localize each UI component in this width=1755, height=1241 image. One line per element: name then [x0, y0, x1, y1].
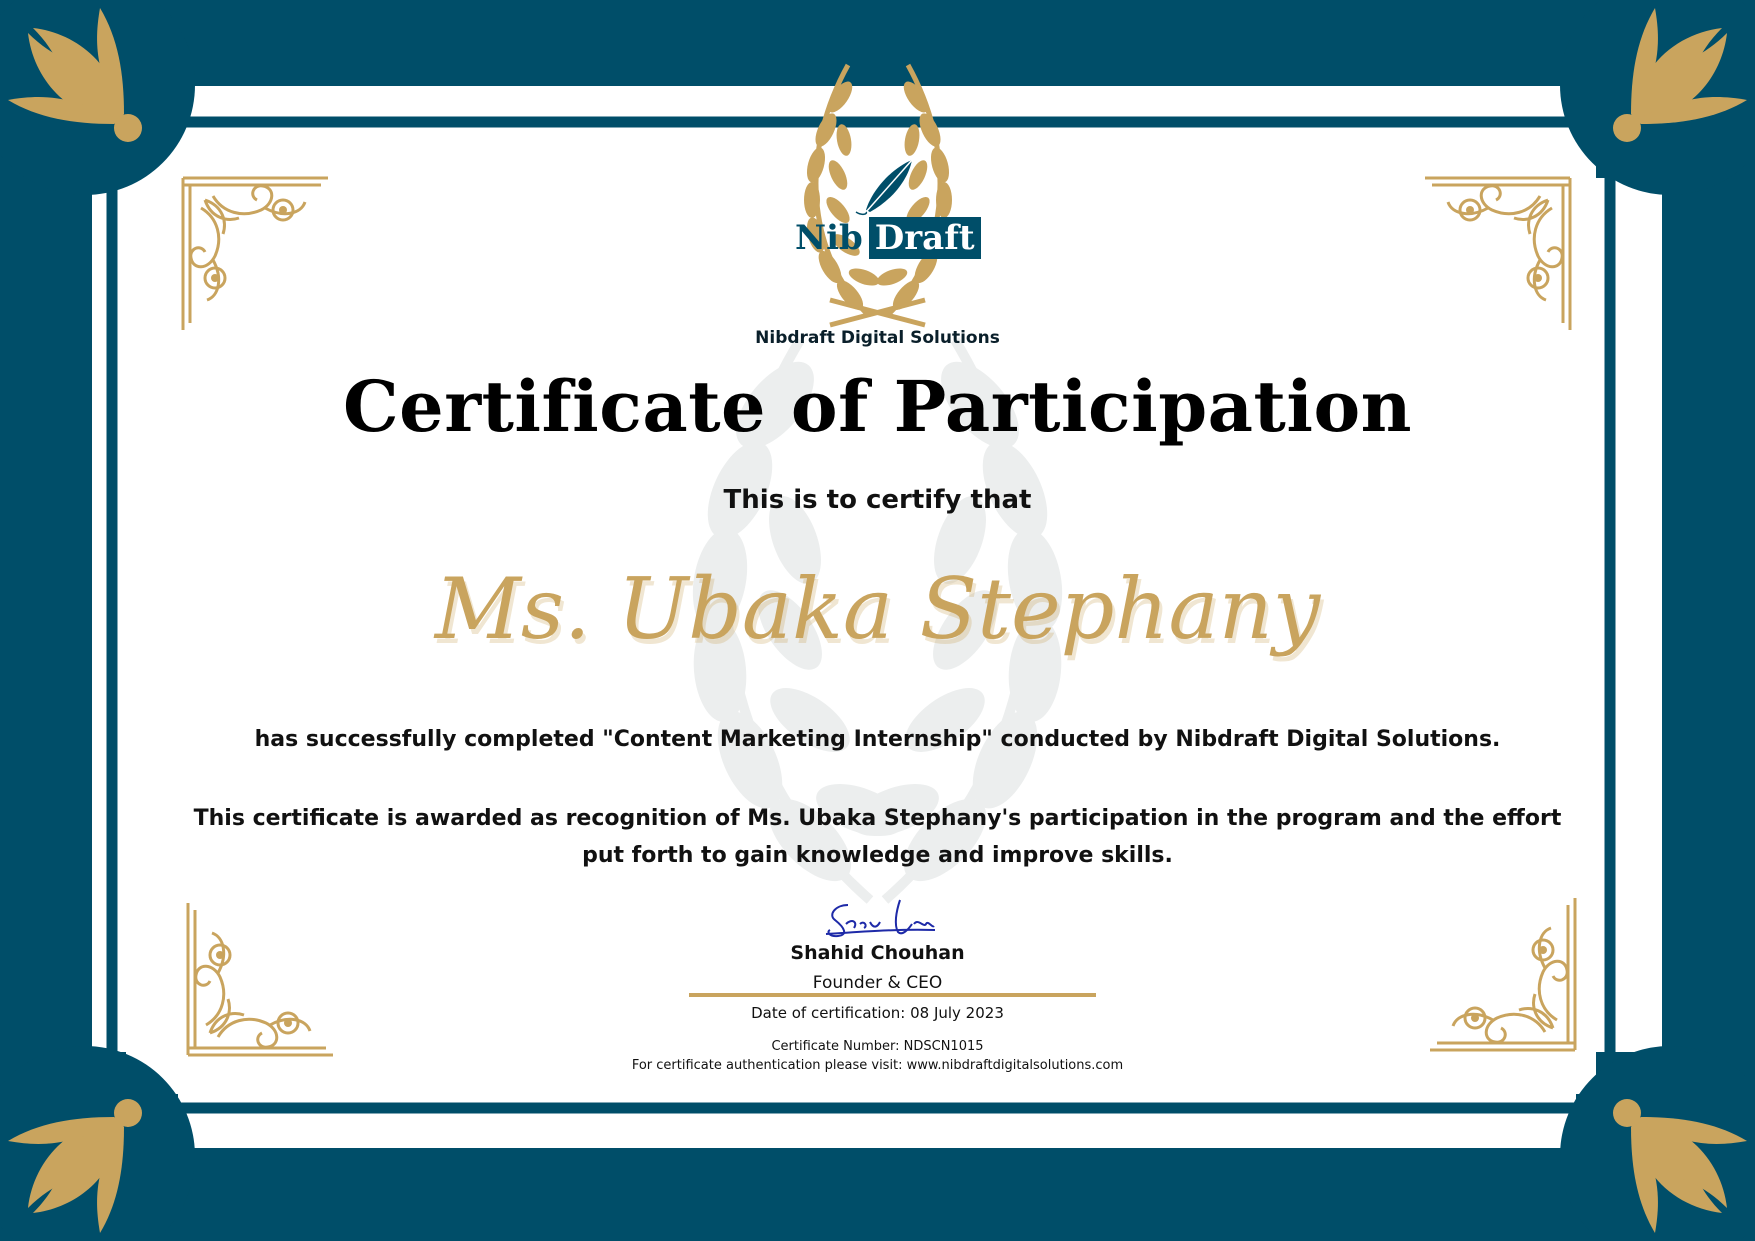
- logo-word-draft: Draft: [869, 217, 981, 259]
- recognition-text: This certificate is awarded as recognition of Ms. Ubaka Stephany's participation in the program and the effort put forth to gain knowledge and improve skills.: [193, 806, 1562, 868]
- certificate-number: Certificate Number: NDSCN1015: [771, 1039, 984, 1054]
- certify-text: This is to certify that: [723, 485, 1032, 515]
- signer-name: Shahid Chouhan: [790, 942, 965, 964]
- logo-wordmark: [795, 217, 981, 259]
- completion-text: has successfully completed "Content Marketing Internship" conducted by Nibdraft Digital Solutions.: [254, 727, 1501, 752]
- logo-word-nib: Nib: [795, 218, 863, 258]
- recipient-name: Ms. Ubaka Stephany: [434, 560, 1321, 658]
- certificate-title: Certificate of Participation: [342, 365, 1413, 448]
- signer-title: Founder & CEO: [812, 973, 943, 993]
- certification-date: Date of certification: 08 July 2023: [751, 1004, 1004, 1022]
- authentication-text: For certificate authentication please visit: www.nibdraftdigitalsolutions.com: [631, 1058, 1124, 1073]
- company-name: Nibdraft Digital Solutions: [755, 328, 1000, 348]
- signature-line: [689, 993, 1096, 997]
